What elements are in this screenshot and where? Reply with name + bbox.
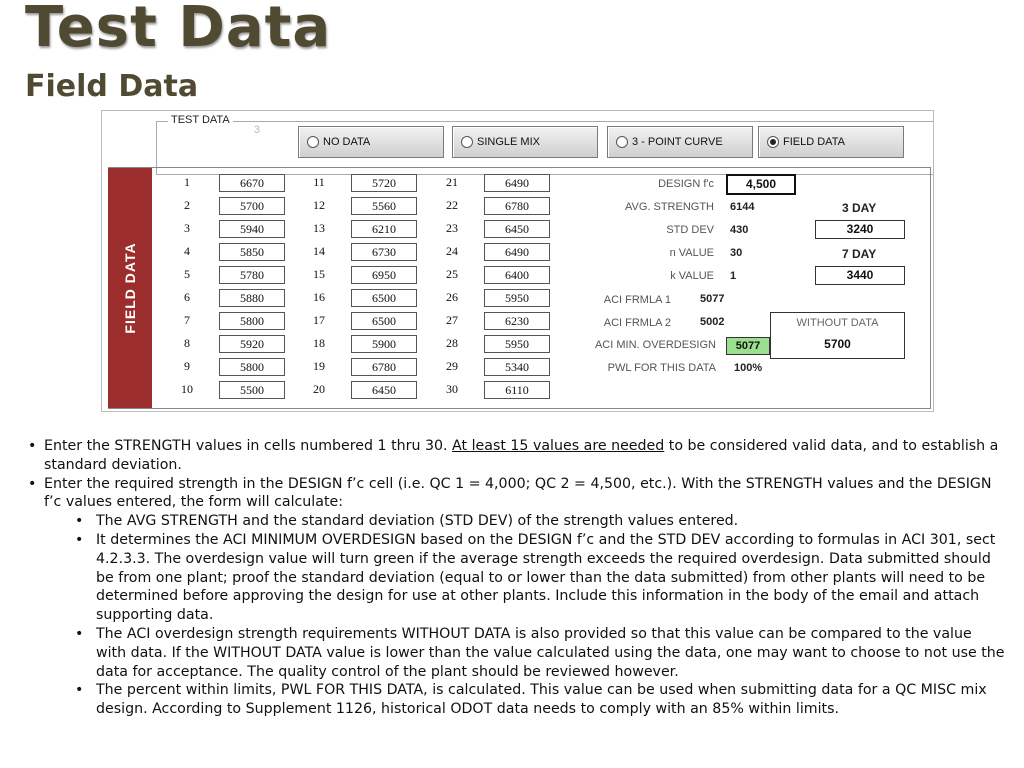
row-number: 1 xyxy=(184,175,190,189)
row-number: 24 xyxy=(446,244,458,258)
sub-bullet-item: • It determines the ACI MINIMUM OVERDESIGN based on the DESIGN f’c and the STD DEV according to formulas in ACI 301, sect 4.2.3.3. The overdesign value will turn green if the average strength exceeds the required overdesign. Data submitted should be from one plant; proof the standard deviation (equal to or lower than the data submitted) from other plants will need to be determined before approving the design for use at other plants. Include this information in the body of the email and attach supporting data. xyxy=(0,531,1024,625)
strength-input[interactable]: 6400 xyxy=(484,266,550,284)
strength-input[interactable]: 5900 xyxy=(351,335,417,353)
aci-frmla2-value: 5002 xyxy=(700,316,725,328)
row-number: 7 xyxy=(184,313,190,327)
strength-input[interactable]: 6110 xyxy=(484,381,550,399)
radio-3-point-curve[interactable] xyxy=(607,126,753,158)
bullet-item xyxy=(0,437,1024,475)
strength-input[interactable]: 5780 xyxy=(219,266,285,284)
avg-strength-value: 6144 xyxy=(730,201,755,213)
bullet-text: Enter the STRENGTH values in cells numbered 1 thru 30. xyxy=(44,438,453,454)
row-number: 5 xyxy=(184,267,190,281)
strength-input[interactable]: 5950 xyxy=(484,335,550,353)
day7-value: 3440 xyxy=(815,266,905,285)
strength-input[interactable]: 6780 xyxy=(484,197,550,215)
row-number: 12 xyxy=(313,198,325,212)
radio-dot-icon xyxy=(307,136,319,148)
strength-input[interactable]: 6780 xyxy=(351,358,417,376)
row-number: 3 xyxy=(184,221,190,235)
row-number: 20 xyxy=(313,382,325,396)
strength-input[interactable]: 6210 xyxy=(351,220,417,238)
row-number: 23 xyxy=(446,221,458,235)
strength-input[interactable]: 5940 xyxy=(219,220,285,238)
n-value-label: n VALUE xyxy=(669,247,714,259)
design-fc-input[interactable]: 4,500 xyxy=(726,174,796,195)
strength-input[interactable]: 6230 xyxy=(484,312,550,330)
design-fc-label: DESIGN f'c xyxy=(658,178,714,190)
pwl-label: PWL FOR THIS DATA xyxy=(607,362,716,374)
radio-label: 3 - POINT CURVE xyxy=(632,136,723,148)
row-number: 27 xyxy=(446,313,458,327)
row-number: 22 xyxy=(446,198,458,212)
strength-input[interactable]: 5800 xyxy=(219,358,285,376)
row-number: 14 xyxy=(313,244,325,258)
row-number: 30 xyxy=(446,382,458,396)
n-value: 30 xyxy=(730,247,743,259)
strength-input[interactable]: 6490 xyxy=(484,174,550,192)
row-number: 10 xyxy=(181,382,193,396)
strength-input[interactable]: 5880 xyxy=(219,289,285,307)
strength-input[interactable]: 6950 xyxy=(351,266,417,284)
strength-input[interactable]: 6490 xyxy=(484,243,550,261)
avg-strength-label: AVG. STRENGTH xyxy=(624,201,714,213)
sub-bullet-item: • The percent within limits, PWL FOR THIS DATA, is calculated. This value can be used when submitting data for a QC MISC mix design. According to Supplement 1126, historical ODOT data needs to comply with an 85% within limits. xyxy=(0,681,1024,719)
bullet-text: to be considered valid data, and to establish a standard deviation. xyxy=(44,438,999,473)
bullet-underline-text: At least 15 values are needed xyxy=(452,438,665,454)
pwl-value: 100% xyxy=(734,362,763,374)
strength-input[interactable]: 5920 xyxy=(219,335,285,353)
row-number: 6 xyxy=(184,290,190,304)
row-number: 16 xyxy=(313,290,325,304)
strength-input[interactable]: 6500 xyxy=(351,289,417,307)
aci-frmla1-label: ACI FRMLA 1 xyxy=(603,294,671,306)
bullet-item: • Enter the required strength in the DESIGN f’c cell (i.e. QC 1 = 4,000; QC 2 = 4,500, etc.). With the STRENGTH values and the DESIGN f’c values entered, the form will calculate: xyxy=(0,475,1024,513)
k-value: 1 xyxy=(730,270,737,282)
instruction-list xyxy=(0,437,1024,719)
page-title: Test Data xyxy=(25,0,332,60)
row-number: 26 xyxy=(446,290,458,304)
strength-input[interactable]: 5800 xyxy=(219,312,285,330)
k-value-label: k VALUE xyxy=(670,270,714,282)
strength-input[interactable]: 6670 xyxy=(219,174,285,192)
aci-frmla2-label: ACI FRMLA 2 xyxy=(603,317,671,329)
radio-label: FIELD DATA xyxy=(783,136,845,148)
std-dev-label: STD DEV xyxy=(666,224,714,236)
row-number: 11 xyxy=(313,175,325,189)
row-number: 9 xyxy=(184,359,190,373)
row-number: 25 xyxy=(446,267,458,281)
radio-label: SINGLE MIX xyxy=(477,136,540,148)
row-number: 2 xyxy=(184,198,190,212)
strength-input[interactable]: 5850 xyxy=(219,243,285,261)
aci-min-overdesign-label: ACI MIN. OVERDESIGN xyxy=(594,339,716,351)
row-number: 19 xyxy=(313,359,325,373)
std-dev-value: 430 xyxy=(730,224,749,236)
strength-input[interactable]: 5560 xyxy=(351,197,417,215)
day7-label: 7 DAY xyxy=(842,247,877,261)
row-number: 13 xyxy=(313,221,325,235)
row-number: 15 xyxy=(313,267,325,281)
aci-min-overdesign-value: 5077 xyxy=(726,337,770,355)
strength-input[interactable]: 5340 xyxy=(484,358,550,376)
strength-input[interactable]: 6730 xyxy=(351,243,417,261)
sub-bullet-item: • The AVG STRENGTH and the standard deviation (STD DEV) of the strength values entered. xyxy=(0,512,1024,531)
row-number: 8 xyxy=(184,336,190,350)
strength-input[interactable]: 5700 xyxy=(219,197,285,215)
strength-input[interactable]: 6500 xyxy=(351,312,417,330)
radio-dot-icon xyxy=(461,136,473,148)
radio-no-data[interactable] xyxy=(298,126,444,158)
field-data-sidebar xyxy=(108,168,152,408)
strength-input[interactable]: 5720 xyxy=(351,174,417,192)
test-data-group-label: TEST DATA xyxy=(168,114,233,126)
radio-field-data[interactable] xyxy=(758,126,904,158)
radio-label: NO DATA xyxy=(323,136,371,148)
strength-input[interactable]: 6450 xyxy=(484,220,550,238)
row-number: 28 xyxy=(446,336,458,350)
radio-single-mix[interactable] xyxy=(452,126,598,158)
row-number: 21 xyxy=(446,175,458,189)
page-subtitle: Field Data xyxy=(25,69,199,104)
test-data-group-number: 3 xyxy=(254,124,261,136)
strength-input[interactable]: 6450 xyxy=(351,381,417,399)
sidebar-label: FIELD DATA xyxy=(122,242,138,334)
aci-frmla1-value: 5077 xyxy=(700,293,725,305)
without-data-value: 5700 xyxy=(824,337,851,351)
test-data-form xyxy=(101,110,934,412)
sub-bullet-item: • The ACI overdesign strength requirements WITHOUT DATA is also provided so that this value can be compared to the value with data. If the WITHOUT DATA value is lower than the value calculated using the data, one may want to choose to not use the data for acceptance. The quality control of the plant should be reviewed however. xyxy=(0,625,1024,681)
row-number: 29 xyxy=(446,359,458,373)
strength-input[interactable]: 5950 xyxy=(484,289,550,307)
without-data-label: WITHOUT DATA xyxy=(796,317,879,329)
day3-value: 3240 xyxy=(815,220,905,239)
radio-dot-icon xyxy=(616,136,628,148)
row-number: 17 xyxy=(313,313,325,327)
row-number: 4 xyxy=(184,244,190,258)
row-number: 18 xyxy=(313,336,325,350)
day3-label: 3 DAY xyxy=(842,201,877,215)
without-data-box xyxy=(770,312,905,359)
strength-input[interactable]: 5500 xyxy=(219,381,285,399)
radio-dot-selected-icon xyxy=(767,136,779,148)
